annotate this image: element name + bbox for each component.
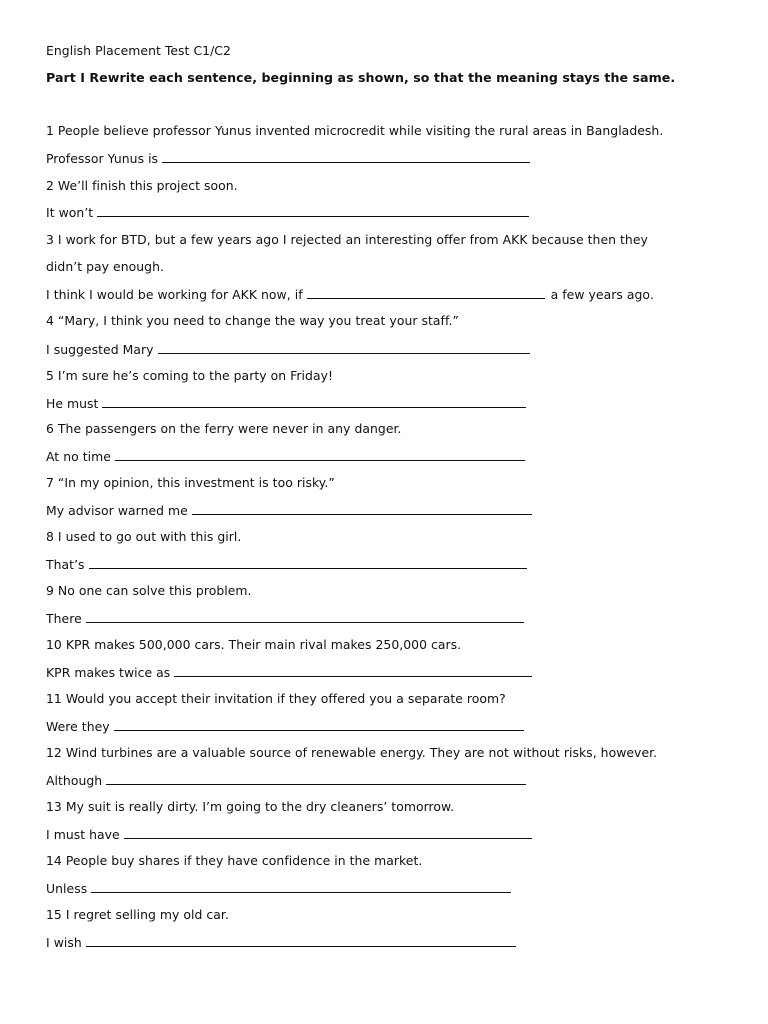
- answer-start-6: At no time: [46, 449, 111, 464]
- answer-blank-10[interactable]: [174, 664, 532, 677]
- item-answer-6: [46, 448, 525, 465]
- answer-start-1: Professor Yunus is: [46, 151, 159, 166]
- answer-start-9: There: [46, 611, 82, 626]
- answer-start-3: I think I would be working for AKK now, if: [46, 287, 303, 302]
- item-prompt-4: 4 “Mary, I think you need to change the way you treat your staff.”: [46, 313, 459, 328]
- item-prompt-14: 14 People buy shares if they have confidence in the market.: [46, 853, 423, 868]
- answer-start-12: Although: [46, 773, 103, 788]
- answer-blank-15[interactable]: [86, 934, 516, 947]
- item-answer-2: [46, 204, 529, 221]
- item-answer-15: [46, 934, 516, 951]
- item-prompt-10: 10 KPR makes 500,000 cars. Their main rival makes 250,000 cars.: [46, 637, 462, 652]
- item-answer-12: [46, 772, 526, 789]
- answer-start-13: I must have: [46, 827, 120, 842]
- answer-blank-3[interactable]: [307, 286, 545, 299]
- item-prompt-6: 6 The passengers on the ferry were never in any danger.: [46, 421, 402, 436]
- answer-end-3: a few years ago.: [550, 287, 654, 302]
- item-answer-11: [46, 718, 524, 735]
- item-prompt-3-cont: didn’t pay enough.: [46, 259, 164, 274]
- answer-start-11: Were they: [46, 719, 110, 734]
- answer-start-14: Unless: [46, 881, 88, 896]
- answer-start-8: That’s: [46, 557, 85, 572]
- answer-blank-4[interactable]: [158, 341, 530, 354]
- answer-blank-5[interactable]: [102, 395, 526, 408]
- item-answer-8: [46, 556, 527, 573]
- item-answer-10: [46, 664, 532, 681]
- answer-blank-1[interactable]: [162, 150, 530, 163]
- item-answer-9: [46, 610, 524, 627]
- answer-blank-8[interactable]: [89, 556, 527, 569]
- item-prompt-7: 7 “In my opinion, this investment is too risky.”: [46, 475, 335, 490]
- item-prompt-1: 1 People believe professor Yunus invented microcredit while visiting the rural areas in Bangladesh.: [46, 123, 664, 138]
- answer-blank-11[interactable]: [114, 718, 524, 731]
- document-title: English Placement Test C1/C2: [46, 43, 231, 58]
- item-prompt-11: 11 Would you accept their invitation if they offered you a separate room?: [46, 691, 506, 706]
- item-answer-13: [46, 826, 532, 843]
- item-prompt-15: 15 I regret selling my old car.: [46, 907, 229, 922]
- answer-blank-2[interactable]: [97, 204, 529, 217]
- item-answer-14: [46, 880, 511, 897]
- answer-blank-9[interactable]: [86, 610, 524, 623]
- answer-blank-12[interactable]: [106, 772, 526, 785]
- answer-start-7: My advisor warned me: [46, 503, 188, 518]
- item-prompt-3: 3 I work for BTD, but a few years ago I rejected an interesting offer from AKK because then they: [46, 232, 648, 247]
- item-answer-5: [46, 395, 526, 412]
- answer-start-2: It won’t: [46, 205, 94, 220]
- answer-blank-6[interactable]: [115, 448, 525, 461]
- item-prompt-9: 9 No one can solve this problem.: [46, 583, 252, 598]
- answer-blank-13[interactable]: [124, 826, 532, 839]
- item-answer-1: [46, 150, 530, 167]
- item-answer-3: [46, 286, 654, 303]
- item-prompt-8: 8 I used to go out with this girl.: [46, 529, 242, 544]
- item-prompt-5: 5 I’m sure he’s coming to the party on Friday!: [46, 368, 334, 383]
- answer-blank-14[interactable]: [91, 880, 511, 893]
- item-prompt-2: 2 We’ll finish this project soon.: [46, 178, 238, 193]
- item-prompt-12: 12 Wind turbines are a valuable source of renewable energy. They are not without risks, however.: [46, 745, 658, 760]
- item-answer-4: [46, 341, 530, 358]
- item-answer-7: [46, 502, 532, 519]
- part-heading: Part I Rewrite each sentence, beginning as shown, so that the meaning stays the same.: [46, 70, 676, 85]
- answer-start-4: I suggested Mary: [46, 342, 154, 357]
- answer-start-5: He must: [46, 396, 99, 411]
- answer-blank-7[interactable]: [192, 502, 532, 515]
- item-prompt-13: 13 My suit is really dirty. I’m going to the dry cleaners’ tomorrow.: [46, 799, 455, 814]
- answer-start-15: I wish: [46, 935, 82, 950]
- answer-start-10: KPR makes twice as: [46, 665, 171, 680]
